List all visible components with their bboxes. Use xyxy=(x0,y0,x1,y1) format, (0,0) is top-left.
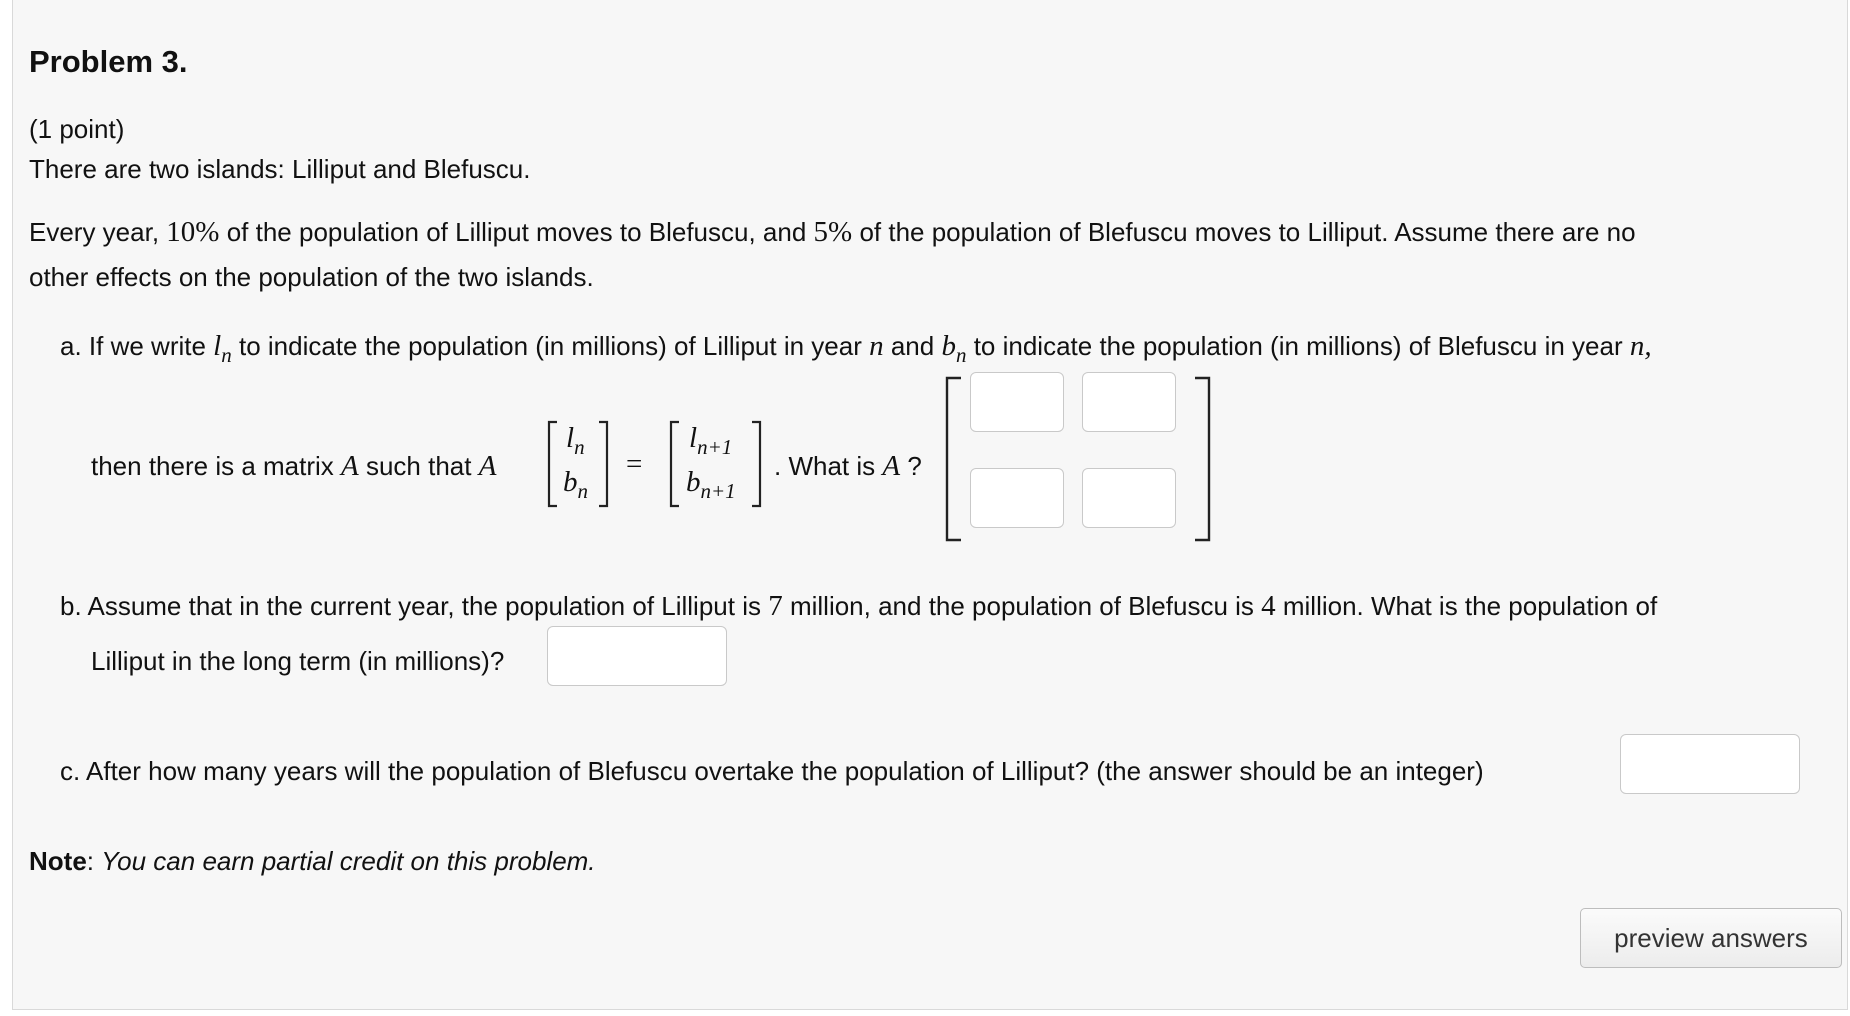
part-a-line1 xyxy=(60,330,1652,368)
vector-b-n: $b_n$ xyxy=(563,466,588,503)
long-term-population-input[interactable] xyxy=(547,626,727,686)
vector-l-n: $l_n$ xyxy=(566,422,585,459)
points-label: (1 point) xyxy=(29,114,125,144)
matrix-a22-input[interactable] xyxy=(1082,468,1176,528)
note-label: Note xyxy=(29,846,87,876)
intro-text: There are two islands: Lilliput and Blefuscu. xyxy=(29,154,531,184)
problem-paragraph-line1 xyxy=(29,216,1636,249)
vector-l-n-plus-1: $l_{n+1}$ xyxy=(689,422,733,459)
matrix-a11-input[interactable] xyxy=(970,372,1064,432)
n-symbol-end: n, xyxy=(1629,330,1652,362)
part-a-text-6: such that xyxy=(365,451,472,481)
blefuscu-population: 4 xyxy=(1261,590,1276,622)
paragraph-text-2: of the population of Lilliput moves to Blefuscu, and xyxy=(226,217,807,247)
what-is-a-text: . What is A ? xyxy=(774,450,922,482)
n-symbol: n xyxy=(869,330,884,362)
matrix-a-symbol-2: A xyxy=(478,450,497,482)
matrix-a-symbol-3: A xyxy=(882,450,901,482)
blefuscu-move-rate: 5% xyxy=(813,216,853,248)
part-a-line2 xyxy=(91,450,496,483)
vector-b-n-plus-1: $b_{n+1}$ xyxy=(686,466,736,503)
part-b-line1 xyxy=(60,590,1657,623)
paragraph-text-3: of the population of Blefuscu moves to Lilliput. Assume there are no xyxy=(859,217,1636,247)
part-c-text: c. After how many years will the population of Blefuscu overtake the population of Lilliput? (the answer should be an integer) xyxy=(60,756,1484,786)
l-symbol: $l_n$ xyxy=(213,330,232,367)
part-a-text-2: to indicate the population (in millions) of Lilliput in year xyxy=(238,331,862,361)
part-a-text-4: to indicate the population (in millions) of Blefuscu in year xyxy=(973,331,1623,361)
note: Note: You can earn partial credit on this problem. xyxy=(29,846,596,876)
lilliput-move-rate: 10% xyxy=(166,216,220,248)
years-to-overtake-input[interactable] xyxy=(1620,734,1800,794)
paragraph-text-1: Every year, xyxy=(29,217,160,247)
problem-paragraph-line2: other effects on the population of the two islands. xyxy=(29,262,594,292)
matrix-a-symbol: A xyxy=(341,450,359,482)
problem-title: Problem 3. xyxy=(29,44,188,79)
part-b-text-2: million, and the population of Blefuscu is xyxy=(789,591,1254,621)
part-b-line2: Lilliput in the long term (in millions)? xyxy=(91,646,505,676)
matrix-a12-input[interactable] xyxy=(1082,372,1176,432)
note-text: You can earn partial credit on this problem. xyxy=(101,846,596,876)
preview-answers-button[interactable]: preview answers xyxy=(1580,908,1842,968)
part-a-text-5: then there is a matrix xyxy=(91,451,334,481)
part-a-text-3: and xyxy=(890,331,935,361)
part-b-text-1: b. Assume that in the current year, the population of Lilliput is xyxy=(60,591,761,621)
matrix-a21-input[interactable] xyxy=(970,468,1064,528)
part-b-text-3: million. What is the population of xyxy=(1282,591,1658,621)
problem-panel xyxy=(12,0,1848,1010)
lilliput-population: 7 xyxy=(768,590,783,622)
b-symbol: $b_n$ xyxy=(941,330,967,367)
part-a-text-1: a. If we write xyxy=(60,331,206,361)
equals-sign: = xyxy=(626,448,643,480)
